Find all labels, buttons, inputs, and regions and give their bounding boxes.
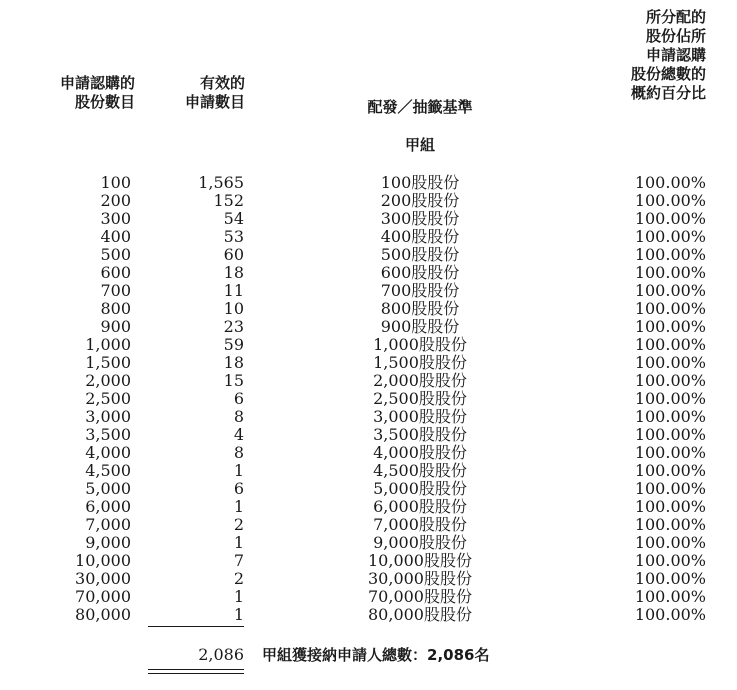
basis-cell: 2,000股股份: [373, 371, 467, 390]
applications-cell: 2: [233, 515, 244, 534]
shares-cell: 6,000: [85, 497, 131, 516]
table-row: [0, 318, 737, 336]
applications-cell: 18: [223, 263, 244, 282]
applications-cell: 11: [223, 281, 244, 300]
applications-cell: 1: [233, 587, 244, 606]
basis-cell: 30,000股股份: [368, 569, 472, 588]
basis-cell: 500股股份: [380, 245, 460, 264]
table-row: [0, 516, 737, 534]
percentage-cell: 100.00%: [634, 551, 706, 570]
double-rule-top: [148, 669, 244, 670]
basis-cell: 1,000股股份: [373, 335, 467, 354]
percentage-cell: 100.00%: [634, 389, 706, 408]
shares-cell: 30,000: [75, 569, 131, 588]
basis-cell: 7,000股股份: [373, 515, 467, 534]
shares-cell: 2,000: [85, 371, 131, 390]
percentage-cell: 100.00%: [634, 281, 706, 300]
basis-cell: 3,000股股份: [373, 407, 467, 426]
applications-cell: 1: [233, 605, 244, 624]
table-row: [0, 462, 737, 480]
percentage-cell: 100.00%: [634, 425, 706, 444]
applications-cell: 10: [223, 299, 244, 318]
table-row: [0, 192, 737, 210]
shares-cell: 200: [100, 191, 131, 210]
applications-cell: 2: [233, 569, 244, 588]
group-label: 甲組: [404, 136, 435, 154]
percentage-cell: 100.00%: [634, 263, 706, 282]
basis-cell: 2,500股股份: [373, 389, 467, 408]
shares-cell: 4,000: [85, 443, 131, 462]
basis-cell: 700股股份: [380, 281, 460, 300]
shares-cell: 400: [100, 227, 131, 246]
basis-cell: 200股股份: [380, 191, 460, 210]
percentage-cell: 100.00%: [634, 173, 706, 192]
basis-cell: 6,000股股份: [373, 497, 467, 516]
applications-cell: 152: [213, 191, 244, 210]
basis-cell: 900股股份: [380, 317, 460, 336]
percentage-cell: 100.00%: [634, 461, 706, 480]
header-allocation-percentage: 所分配的 股份佔所 申請認購 股份總數的 概約百分比: [630, 8, 706, 102]
percentage-cell: 100.00%: [634, 569, 706, 588]
shares-cell: 4,500: [85, 461, 131, 480]
table-row: [0, 282, 737, 300]
table-row: [0, 606, 737, 624]
table-row: [0, 534, 737, 552]
basis-cell: 4,500股股份: [373, 461, 467, 480]
applications-cell: 7: [233, 551, 244, 570]
shares-cell: 1,000: [85, 335, 131, 354]
percentage-cell: 100.00%: [634, 515, 706, 534]
applications-cell: 6: [233, 479, 244, 498]
shares-cell: 900: [100, 317, 131, 336]
header-allotment-basis: 配發／抽籤基準: [367, 98, 473, 116]
percentage-cell: 100.00%: [634, 335, 706, 354]
basis-cell: 300股股份: [380, 209, 460, 228]
percentage-cell: 100.00%: [634, 353, 706, 372]
applications-cell: 54: [223, 209, 244, 228]
table-row: [0, 354, 737, 372]
applications-cell: 15: [223, 371, 244, 390]
percentage-cell: 100.00%: [634, 299, 706, 318]
table-row: [0, 210, 737, 228]
applications-cell: 1: [233, 533, 244, 552]
shares-cell: 70,000: [75, 587, 131, 606]
header-valid-applications: 有效的 申請數目: [184, 74, 245, 111]
total-applications: 2,086: [198, 645, 244, 664]
table-row: [0, 228, 737, 246]
percentage-cell: 100.00%: [634, 407, 706, 426]
double-rule-bottom: [148, 673, 244, 674]
basis-cell: 800股股份: [380, 299, 460, 318]
basis-cell: 100股股份: [380, 173, 460, 192]
applications-cell: 8: [233, 407, 244, 426]
percentage-cell: 100.00%: [634, 209, 706, 228]
table-row: [0, 300, 737, 318]
basis-cell: 400股股份: [380, 227, 460, 246]
shares-cell: 500: [100, 245, 131, 264]
percentage-cell: 100.00%: [634, 245, 706, 264]
percentage-cell: 100.00%: [634, 497, 706, 516]
applications-cell: 1: [233, 461, 244, 480]
applications-cell: 8: [233, 443, 244, 462]
basis-cell: 80,000股股份: [368, 605, 472, 624]
basis-cell: 70,000股股份: [368, 587, 472, 606]
shares-cell: 800: [100, 299, 131, 318]
basis-cell: 1,500股股份: [373, 353, 467, 372]
applications-cell: 60: [223, 245, 244, 264]
shares-cell: 1,500: [85, 353, 131, 372]
percentage-cell: 100.00%: [634, 317, 706, 336]
basis-cell: 3,500股股份: [373, 425, 467, 444]
basis-cell: 4,000股股份: [373, 443, 467, 462]
applications-cell: 59: [223, 335, 244, 354]
table-row: [0, 408, 737, 426]
applications-cell: 6: [233, 389, 244, 408]
table-row: [0, 372, 737, 390]
header-shares-applied: 申請認購的 股份數目: [59, 74, 135, 111]
percentage-cell: 100.00%: [634, 191, 706, 210]
table-row: [0, 444, 737, 462]
percentage-cell: 100.00%: [634, 443, 706, 462]
shares-cell: 600: [100, 263, 131, 282]
percentage-cell: 100.00%: [634, 479, 706, 498]
percentage-cell: 100.00%: [634, 227, 706, 246]
table-row: [0, 264, 737, 282]
shares-cell: 9,000: [85, 533, 131, 552]
basis-cell: 9,000股股份: [373, 533, 467, 552]
applications-cell: 18: [223, 353, 244, 372]
percentage-cell: 100.00%: [634, 605, 706, 624]
table-row: [0, 174, 737, 192]
shares-cell: 10,000: [75, 551, 131, 570]
table-row: [0, 246, 737, 264]
allotment-table-body: [0, 174, 737, 624]
table-row: [0, 426, 737, 444]
shares-cell: 7,000: [85, 515, 131, 534]
shares-cell: 2,500: [85, 389, 131, 408]
basis-cell: 600股股份: [380, 263, 460, 282]
applications-cell: 53: [223, 227, 244, 246]
table-row: [0, 498, 737, 516]
percentage-cell: 100.00%: [634, 533, 706, 552]
shares-cell: 5,000: [85, 479, 131, 498]
summary-text: 甲組獲接納申請人總數：2,086名: [262, 646, 490, 664]
applications-cell: 4: [233, 425, 244, 444]
table-row: [0, 588, 737, 606]
applications-cell: 23: [223, 317, 244, 336]
table-row: [0, 552, 737, 570]
shares-cell: 80,000: [75, 605, 131, 624]
table-row: [0, 480, 737, 498]
basis-cell: 5,000股股份: [373, 479, 467, 498]
shares-cell: 3,000: [85, 407, 131, 426]
percentage-cell: 100.00%: [634, 587, 706, 606]
shares-cell: 700: [100, 281, 131, 300]
shares-cell: 3,500: [85, 425, 131, 444]
table-row: [0, 390, 737, 408]
subtotal-rule: [148, 626, 244, 627]
applications-cell: 1,565: [198, 173, 244, 192]
basis-cell: 10,000股股份: [368, 551, 472, 570]
table-row: [0, 570, 737, 588]
applications-cell: 1: [233, 497, 244, 516]
shares-cell: 300: [100, 209, 131, 228]
shares-cell: 100: [100, 173, 131, 192]
table-row: [0, 336, 737, 354]
percentage-cell: 100.00%: [634, 371, 706, 390]
